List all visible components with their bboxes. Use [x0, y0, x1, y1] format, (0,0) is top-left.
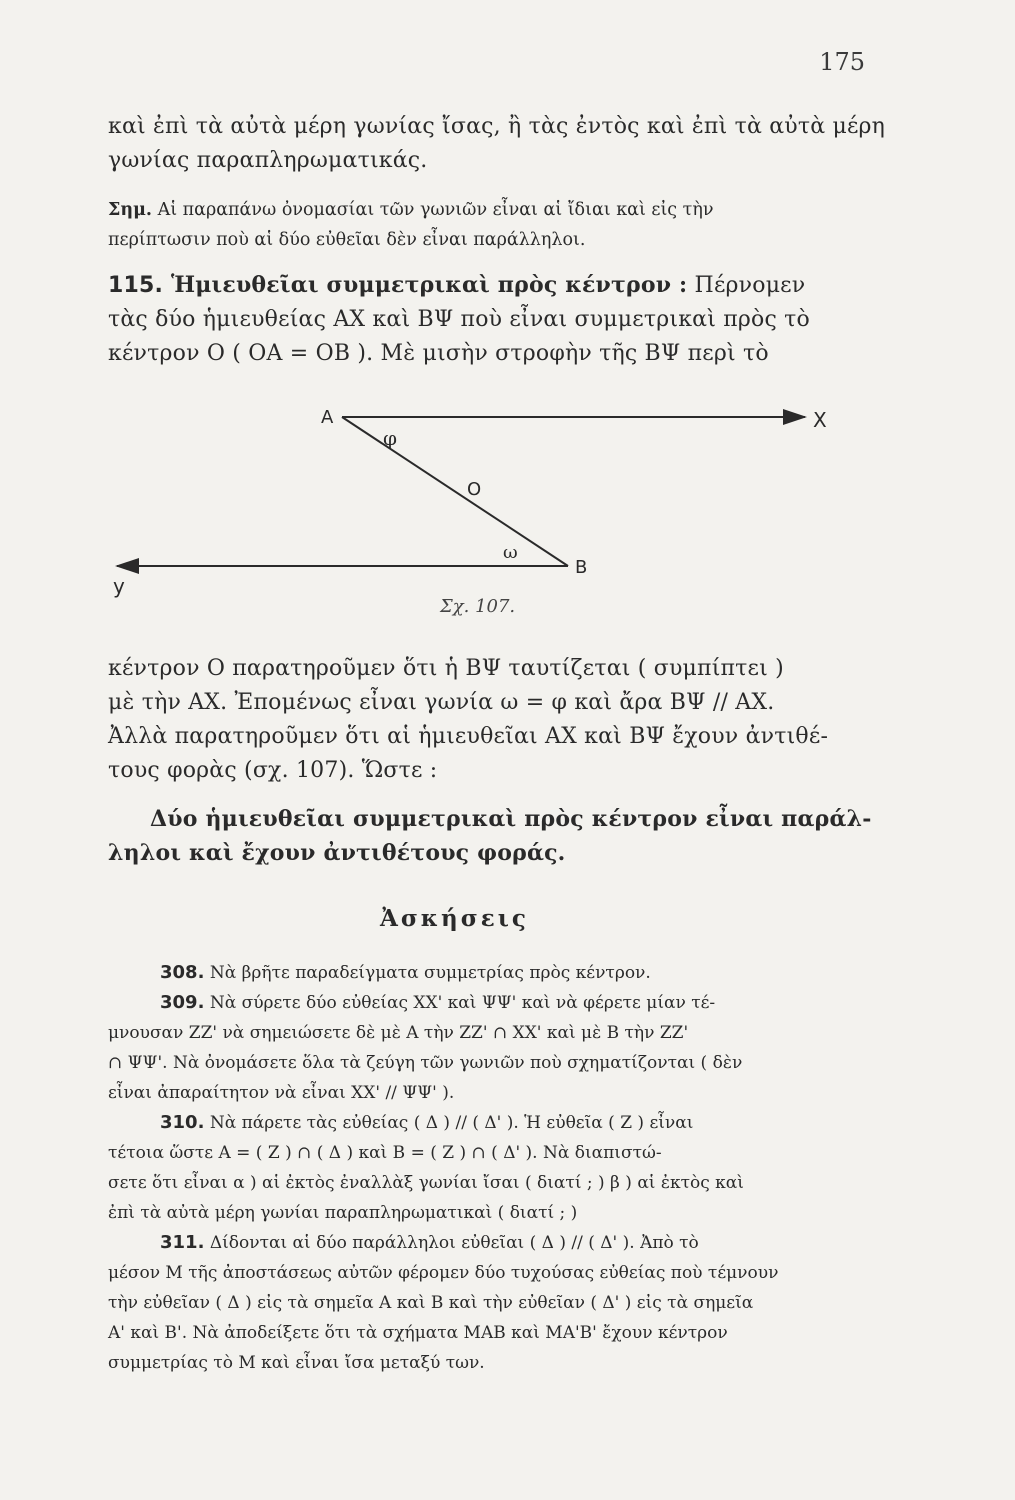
exercise-line: συμμετρίας τὸ Μ καὶ εἶναι ἴσα μεταξύ των. [108, 1353, 485, 1373]
theorem-line: ληλοι καὶ ἔχουν ἀντιθέτους φοράς. [108, 840, 566, 866]
section-number: 115. [108, 273, 164, 298]
exercise-line: ∩ ΨΨ'. Νὰ ὀνομάσετε ὅλα τὰ ζεύγη τῶν γωνιῶν ποὺ σχηματίζονται ( δὲν [108, 1053, 743, 1073]
exercise-line: τέτοια ὥστε Α = ( Ζ ) ∩ ( Δ ) καὶ Β = ( Ζ ) ∩ ( Δ' ). Νὰ διαπιστώ- [108, 1143, 662, 1163]
exercise-text: Νὰ πάρετε τὰς εὐθείας ( Δ ) // ( Δ' ). Ἡ εὐθεῖα ( Ζ ) εἶναι [204, 1113, 694, 1133]
figure-107 [105, 405, 845, 600]
label-y: y [113, 574, 125, 598]
label-o: O [467, 479, 482, 500]
theorem [108, 802, 910, 870]
note-text: Αἱ παραπάνω ὀνομασίαι τῶν γωνιῶν εἶναι αἱ ἴδιαι καὶ εἰς τὴν [152, 200, 714, 220]
note-line: περίπτωσιν ποὺ αἱ δύο εὐθεῖαι δὲν εἶναι παράλληλοι. [108, 230, 586, 250]
after-line: τους φορὰς (σχ. 107). Ὥστε : [108, 758, 438, 783]
note-label: Σημ. [108, 200, 152, 220]
figure-caption: Σχ. 107. [440, 596, 516, 617]
exercise-line: ἐπὶ τὰ αὐτὰ μέρη γωνίαι παραπληρωματικαὶ ( διατί ; ) [108, 1203, 578, 1223]
exercise-number: 311. [160, 1232, 205, 1253]
intro-line: γωνίας παραπληρωματικάς. [108, 148, 428, 173]
after-line: Ἀλλὰ παρατηροῦμεν ὅτι αἱ ἡμιευθεῖαι ΑΧ καὶ ΒΨ ἔχουν ἀντιθέ- [108, 724, 829, 749]
label-a: A [321, 407, 334, 428]
exercise-311 [108, 1228, 878, 1258]
exercise-line: τὴν εὐθεῖαν ( Δ ) εἰς τὰ σημεῖα Α καὶ Β καὶ τὴν εὐθεῖαν ( Δ' ) εἰς τὰ σημεῖα [108, 1293, 754, 1313]
exercise-text: Δίδονται αἱ δύο παράλληλοι εὐθεῖαι ( Δ ) // ( Δ' ). Ἀπὸ τὸ [204, 1233, 699, 1253]
exercise-line: εἶναι ἀπαραίτητον νὰ εἶναι ΧΧ' // ΨΨ' ). [108, 1083, 455, 1103]
segment-ab [342, 417, 568, 566]
after-line: κέντρον Ο παρατηροῦμεν ὅτι ἡ ΒΨ ταυτίζεται ( συμπίπτει ) [108, 656, 784, 681]
theorem-line: Δύο ἡμιευθεῖαι συμμετρικαὶ πρὸς κέντρον εἶναι παράλ- [150, 806, 872, 832]
label-phi: φ [383, 426, 398, 450]
exercise-number: 309. [160, 992, 205, 1013]
exercise-line: σετε ὅτι εἶναι α ) αἱ ἐκτὸς ἐναλλὰξ γωνίαι ἴσαι ( διατί ; ) β ) αἱ ἐκτὸς καὶ [108, 1173, 744, 1193]
section-text: Πέρνομεν [687, 273, 806, 298]
intro-line: καὶ ἐπὶ τὰ αὐτὰ μέρη γωνίας ἴσας, ἢ τὰς ἐντὸς καὶ ἐπὶ τὰ αὐτὰ μέρη [108, 114, 886, 139]
exercise-line: Α' καὶ Β'. Νὰ ἀποδείξετε ὅτι τὰ σχήματα ΜΑΒ καὶ ΜΑ'Β' ἔχουν κέντρον [108, 1323, 728, 1343]
label-x: X [813, 408, 827, 432]
exercise-310 [108, 1108, 878, 1138]
exercise-text: Νὰ βρῆτε παραδείγματα συμμετρίας πρὸς κέντρον. [204, 963, 651, 983]
section-115 [108, 268, 868, 371]
note-line [108, 195, 868, 225]
exercise-309 [108, 988, 878, 1018]
label-b: B [575, 557, 588, 578]
section-line [108, 268, 868, 303]
after-line: μὲ τὴν ΑΧ. Ἐπομένως εἶναι γωνία ω = φ καὶ ἄρα ΒΨ // ΑΧ. [108, 690, 775, 715]
exercise-308 [108, 958, 878, 988]
exercise-number: 308. [160, 962, 205, 983]
exercise-number: 310. [160, 1112, 205, 1133]
exercises-list [108, 958, 878, 1378]
label-omega: ω [503, 542, 518, 563]
exercise-line: μέσον Μ τῆς ἀποστάσεως αὐτῶν φέρομεν δύο τυχούσας εὐθείας ποὺ τέμνουν [108, 1263, 779, 1283]
note-paragraph [108, 195, 868, 255]
exercise-text: Νὰ σύρετε δύο εὐθείας ΧΧ' καὶ ΨΨ' καὶ νὰ φέρετε μίαν τέ- [204, 993, 716, 1013]
page-number: 175 [819, 48, 865, 76]
exercise-line: μνουσαν ΖΖ' νὰ σημειώσετε δὲ μὲ Α τὴν ΖΖ' ∩ ΧΧ' καὶ μὲ Β τὴν ΖΖ' [108, 1023, 689, 1043]
section-line: κέντρον Ο ( ΟΑ = ΟΒ ). Μὲ μισὴν στροφὴν τῆς ΒΨ περὶ τὸ [108, 341, 769, 366]
exercises-heading: Ἀσκήσεις [380, 905, 529, 932]
section-line: τὰς δύο ἡμιευθείας ΑΧ καὶ ΒΨ ποὺ εἶναι συμμετρικαὶ πρὸς τὸ [108, 307, 810, 332]
after-figure-paragraph [108, 652, 868, 788]
section-title: Ἡμιευθεῖαι συμμετρικαὶ πρὸς κέντρον : [163, 272, 688, 298]
intro-paragraph [108, 110, 886, 178]
